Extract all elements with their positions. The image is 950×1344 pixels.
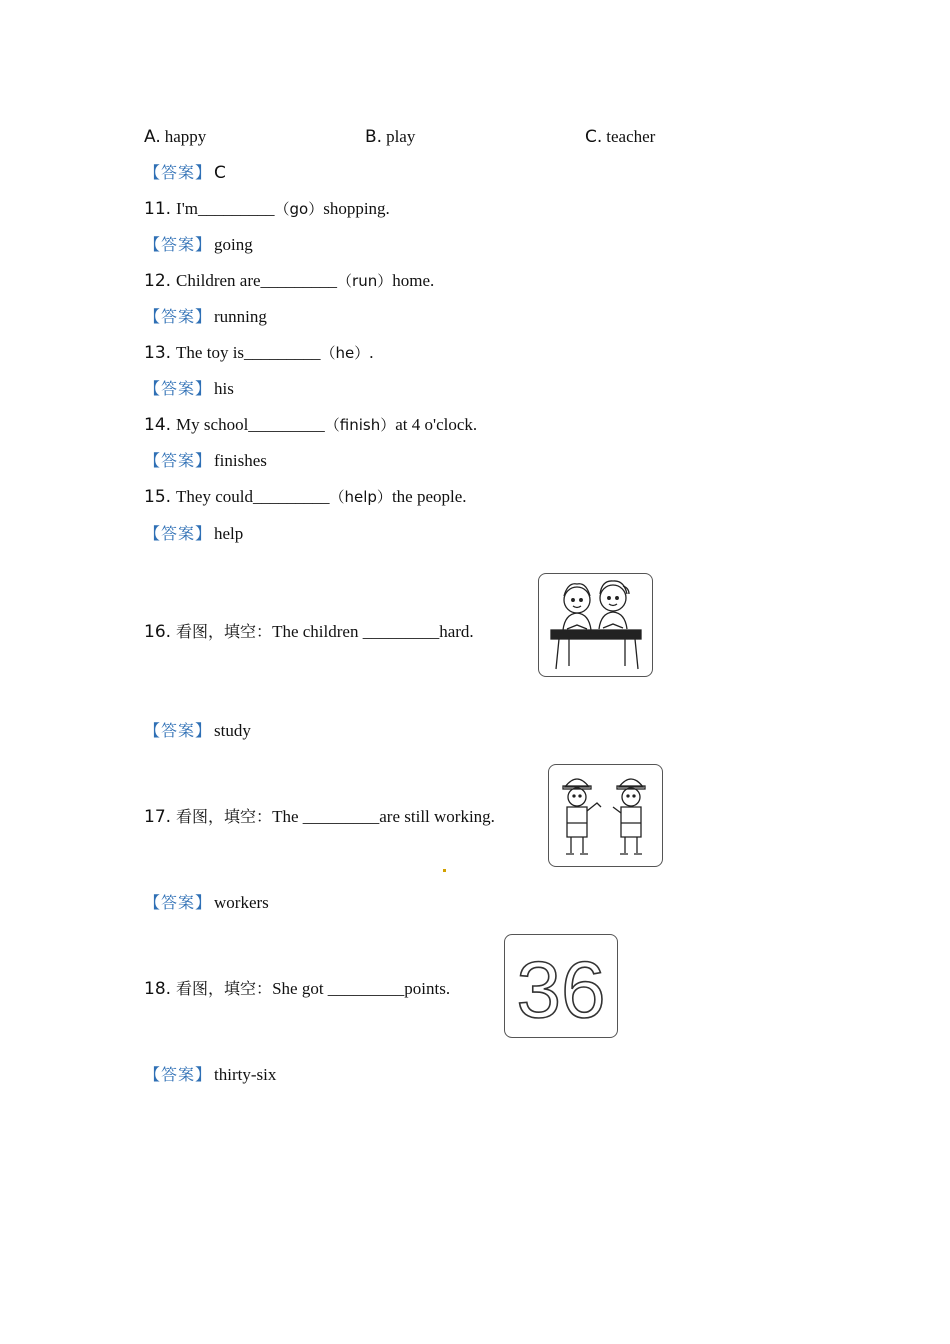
workers-icon: [549, 765, 662, 866]
question-number: 18.: [144, 979, 172, 999]
word-hint: （run）: [337, 272, 393, 290]
answer-label: 【答案】: [144, 451, 213, 470]
answer-label: 【答案】: [144, 1065, 213, 1084]
question-text-post: points.: [404, 979, 451, 998]
answer-label: 【答案】: [144, 893, 213, 912]
option-c: [585, 126, 655, 148]
answer-11: [144, 234, 253, 256]
question-text-pre: She got: [272, 979, 328, 998]
stray-dot: [443, 869, 446, 872]
question-text-post: .: [369, 343, 374, 362]
question-number: 13.: [144, 343, 172, 363]
word-hint: （finish）: [324, 416, 396, 434]
answer-value: thirty-six: [214, 1065, 277, 1084]
answer-label: 【答案】: [144, 163, 213, 182]
question-12: [144, 270, 434, 292]
word-hint: （go）: [274, 200, 324, 218]
question-text-pre: The children: [272, 622, 363, 641]
instruction-text: 看图，填空：: [176, 622, 273, 641]
question-text-pre: They could: [176, 487, 253, 506]
question-16: [144, 621, 474, 643]
answer-blank: _________: [198, 199, 275, 218]
question-text-pre: I'm: [176, 199, 198, 218]
answer-blank: _________: [362, 622, 440, 641]
question-text-post: hard.: [439, 622, 474, 641]
answer-label: 【答案】: [144, 379, 213, 398]
number-image-svg: [505, 935, 617, 1037]
word-hint: （help）: [329, 488, 392, 506]
workers-image: [548, 764, 663, 867]
option-c-text: teacher: [606, 127, 656, 146]
answer-value: study: [214, 721, 251, 740]
question-13: [144, 342, 374, 364]
answer-label: 【答案】: [144, 307, 213, 326]
option-b-text: play: [386, 127, 416, 146]
answer-blank: _________: [248, 415, 325, 434]
question-17: [144, 806, 495, 828]
answer-value: C: [214, 163, 226, 183]
answer-blank: _________: [244, 343, 321, 362]
word-hint: （he）: [320, 344, 370, 362]
answer-blank: _________: [327, 979, 405, 998]
children-studying-icon: [539, 574, 652, 676]
question-text-post: the people.: [391, 487, 467, 506]
answer-13: [144, 378, 234, 400]
answer-value: finishes: [214, 451, 267, 470]
answer-value: workers: [214, 893, 269, 912]
answer-18: [144, 1064, 276, 1086]
answer-label: 【答案】: [144, 721, 213, 740]
question-11: [144, 198, 390, 220]
question-number: 11.: [144, 199, 172, 219]
answer-blank: _________: [302, 807, 380, 826]
question-number: 16.: [144, 622, 172, 642]
option-a: [144, 126, 206, 148]
question-number: 14.: [144, 415, 172, 435]
question-text-pre: The: [272, 807, 303, 826]
question-text-pre: My school: [176, 415, 249, 434]
answer-12: [144, 306, 267, 328]
question-text-pre: Children are: [176, 271, 261, 290]
question-text-post: at 4 o'clock.: [395, 415, 478, 434]
instruction-text: 看图，填空：: [176, 807, 273, 826]
answer-17: [144, 892, 269, 914]
children-studying-image: [538, 573, 653, 677]
answer-16: [144, 720, 251, 742]
answer-14: [144, 450, 267, 472]
number-36-image: [504, 934, 618, 1038]
answer-value: help: [214, 524, 244, 543]
question-number: 15.: [144, 487, 172, 507]
question-text-pre: The toy is: [176, 343, 245, 362]
question-number: 17.: [144, 807, 172, 827]
question-number: 12.: [144, 271, 172, 291]
option-c-letter: C.: [585, 127, 603, 147]
question-text-post: shopping.: [323, 199, 390, 218]
option-a-text: happy: [164, 127, 207, 146]
instruction-text: 看图，填空：: [176, 979, 273, 998]
answer-blank: _________: [260, 271, 338, 290]
answer-15: [144, 523, 243, 545]
question-text-post: home.: [392, 271, 435, 290]
answer-blank: _________: [253, 487, 330, 506]
question-15: [144, 486, 467, 508]
number-36-text: 36: [516, 945, 606, 1034]
answer-10: [144, 162, 226, 184]
question-text-post: are still working.: [379, 807, 495, 826]
question-14: [144, 414, 477, 436]
answer-label: 【答案】: [144, 235, 213, 254]
option-b-letter: B.: [365, 127, 383, 147]
answer-value: going: [214, 235, 253, 254]
answer-value: his: [214, 379, 234, 398]
option-b: [365, 126, 415, 148]
answer-label: 【答案】: [144, 524, 213, 543]
answer-value: running: [214, 307, 267, 326]
question-18: [144, 978, 450, 1000]
option-a-letter: A.: [144, 127, 161, 147]
